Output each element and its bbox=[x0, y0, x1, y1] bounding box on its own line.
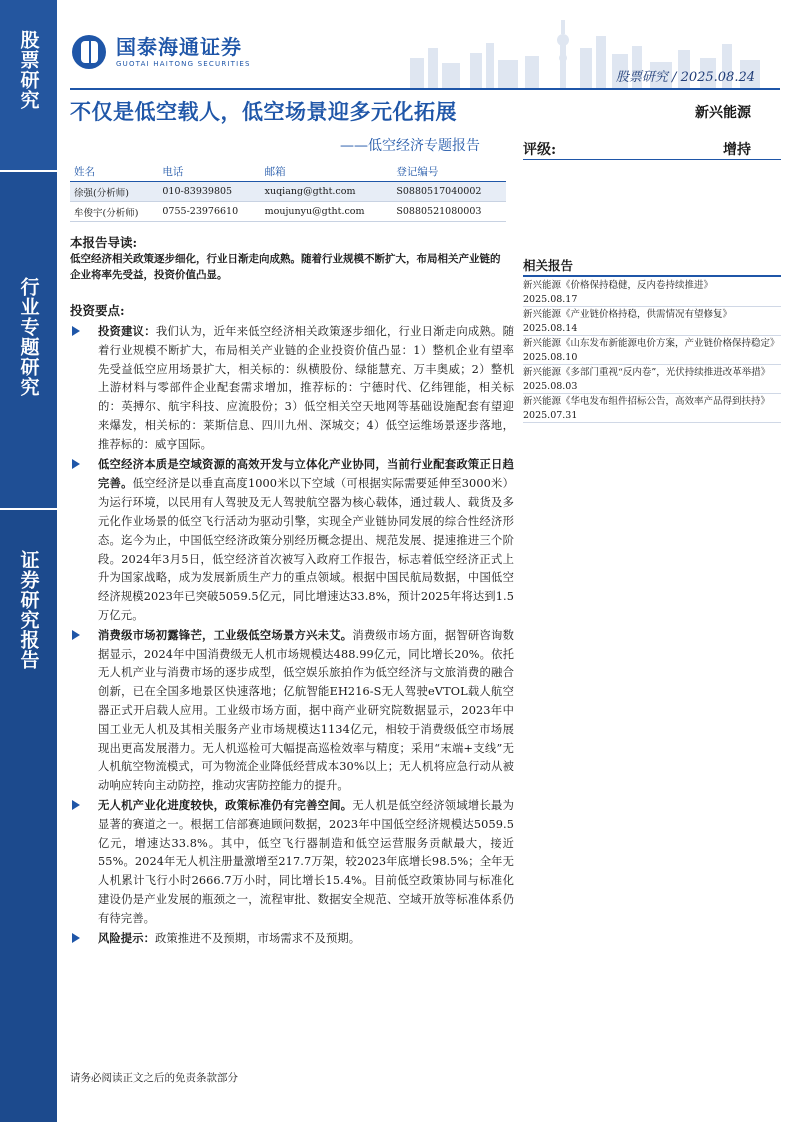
analyst-table bbox=[70, 161, 506, 222]
rating-label: 评级: bbox=[523, 142, 557, 158]
list-item bbox=[70, 322, 514, 455]
related-report-date: 2025.08.10 bbox=[523, 351, 578, 363]
related-report-title: 新兴能源《产业链价格持稳，供需情况有望修复》 bbox=[523, 309, 733, 320]
analyst-name: 徐强(分析师) bbox=[70, 182, 158, 202]
related-report-title: 新兴能源《多部门重视“反内卷”，光伏持续推进改革举措》 bbox=[523, 367, 771, 378]
point-lead: 投资建议： bbox=[98, 324, 156, 338]
related-report-title: 新兴能源《华电发布组件招标公告，高效率产品得到扶持》 bbox=[523, 396, 771, 407]
sidebar-label-stock-research: 股票研究 bbox=[0, 0, 57, 170]
brand-name-en: GUOTAI HAITONG SECURITIES bbox=[116, 60, 251, 68]
brand-name-cn: 国泰海通证券 bbox=[116, 35, 242, 59]
related-report-title: 新兴能源《价格保持稳健，反内卷持续推进》 bbox=[523, 280, 714, 291]
bullet-triangle-icon bbox=[72, 800, 80, 810]
point-lead: 风险提示： bbox=[98, 930, 155, 945]
analyst-phone: 010-83939805 bbox=[158, 182, 260, 202]
analyst-header-reg: 登记编号 bbox=[392, 161, 506, 182]
points-list bbox=[70, 322, 514, 948]
header-divider bbox=[70, 88, 780, 90]
sidebar-label-industry-research: 行业专题研究 bbox=[0, 172, 57, 508]
report-subtitle: ——低空经济专题报告 bbox=[340, 138, 480, 154]
guide-text: 低空经济相关政策逐步细化，行业日渐走向成熟。随着行业规模不断扩大，布局相关产业链的企业将率先受益，投资价值凸显。 bbox=[70, 253, 501, 281]
related-report-link[interactable] bbox=[523, 394, 781, 423]
related-heading: 相关报告 bbox=[523, 258, 574, 273]
guide-heading: 本报告导读: bbox=[70, 235, 138, 250]
header-category: 股票研究 bbox=[615, 70, 668, 85]
rating-value: 增持 bbox=[723, 142, 751, 158]
analyst-header-phone: 电话 bbox=[158, 161, 260, 182]
list-item bbox=[70, 796, 514, 929]
report-title: 不仅是低空载人，低空场景迎多元化拓展 bbox=[70, 99, 457, 124]
header-date: 2025.08.24 bbox=[680, 70, 755, 85]
analyst-phone: 0755-23976610 bbox=[158, 202, 260, 222]
bullet-triangle-icon bbox=[72, 630, 80, 640]
analyst-reg: S0880517040002 bbox=[392, 182, 506, 202]
analyst-header-email: 邮箱 bbox=[261, 161, 393, 182]
point-lead: 低空经济本质是空域资源的高效开发与立体化产业协同，当前行业配套政策正日趋完善。 bbox=[98, 456, 514, 491]
header-meta bbox=[616, 66, 755, 85]
analyst-header-name: 姓名 bbox=[70, 161, 158, 182]
table-row bbox=[70, 202, 506, 222]
related-report-link[interactable] bbox=[523, 278, 781, 307]
analyst-email: moujunyu@gtht.com bbox=[261, 202, 393, 222]
header-separator: / bbox=[672, 70, 677, 85]
brand-logo bbox=[72, 35, 251, 69]
table-row bbox=[70, 182, 506, 202]
related-report-date: 2025.08.17 bbox=[523, 293, 578, 305]
sidebar-label-securities-report: 证券研究报告 bbox=[0, 510, 57, 1122]
bullet-triangle-icon bbox=[72, 459, 80, 469]
related-report-link[interactable] bbox=[523, 336, 781, 365]
point-text: 消费级市场方面，据智研咨询数据显示，2024年中国消费级无人机市场规模达488.99亿元，同比增长20%。依托无人机产业与消费市场的逐步成型，低空娱乐旅拍作为低空经济与文旅消费的融合创新，已在全国多地景区快速落地；亿航智能EH216-S无人驾驶eVTOL载人航空器正式开启载人应用。工业级市场方面，据中商产业研究院数据显示，2023年中国工业无人机及其相关服务产业市场规模达1134亿元，相较于消费级低空市场展现出更高发展潜力。无人机巡检可大幅提高巡检效率与精度；采用“末端+支线”无人机航空物流模式，可为物流企业降低经营成本30%以上；无人机将应急行动从被动响应转向主动防控，推动灾害防控能力的提升。 bbox=[98, 628, 515, 793]
analyst-reg: S0880521080003 bbox=[392, 202, 506, 222]
point-lead: 无人机产业化进度较快，政策标准仍有完善空间。 bbox=[98, 797, 353, 812]
related-list bbox=[523, 278, 781, 423]
list-item bbox=[70, 455, 514, 626]
brand-logo-icon bbox=[72, 35, 106, 69]
rating-divider bbox=[523, 159, 781, 160]
point-lead: 消费级市场初露锋芒，工业级低空场景方兴未艾。 bbox=[98, 627, 353, 642]
point-text: 无人机是低空经济领域增长最为显著的赛道之一。根据工信部赛迪顾问数据，2023年中国低空经济规模达5059.5亿元，增速达33.8%。其中，低空飞行器制造和低空运营服务贡献最大，接近55%。2024年无人机注册量激增至217.7万架，较2023年底增长98.5%；全年无人机累计飞行小时2666.7万小时，同比增长15.4%。目前低空政策协同与标准化建设仍是产业发展的瓶颈之一，流程审批、数据安全规范、空域开放等标准体系仍有待完善。 bbox=[98, 798, 515, 925]
disclaimer-note: 请务必阅读正文之后的免责条款部分 bbox=[70, 1072, 238, 1084]
point-text: 我们认为，近年来低空经济相关政策逐步细化，行业日渐走向成熟。随着行业规模不断扩大，布局相关产业链的企业投资价值凸显：1）整机企业有望率先受益低空应用场景扩大，相关标的：纵横股份、绿能慧充、万丰奥威；2）整机上游材料与零部件企业配套需求增加，推荐标的：宁德时代、亿纬锂能，相关标的：英搏尔、航宇科技、应流股份；3）低空相关空天地网等基础设施配套有望迎来爆发，相关标的：莱斯信息、四川九州、深城交；4）低空运维场景逐步落地，推荐标的：威亨国际。 bbox=[98, 325, 514, 451]
related-divider bbox=[523, 275, 781, 277]
left-sidebar bbox=[0, 0, 57, 1122]
points-heading: 投资要点: bbox=[70, 303, 125, 318]
list-item bbox=[70, 929, 514, 949]
analyst-email: xuqiang@gtht.com bbox=[261, 182, 393, 202]
list-item bbox=[70, 626, 514, 796]
related-report-link[interactable] bbox=[523, 307, 781, 336]
bullet-triangle-icon bbox=[72, 933, 80, 943]
industry-label: 新兴能源 bbox=[695, 105, 751, 121]
point-text: 低空经济是以垂直高度1000米以下空域（可根据实际需要延伸至3000米）为运行环境，以民用有人驾驶及无人驾驶航空器为核心载体，通过载人、载货及多元化作业场景的低空飞行活动为驱动引擎，实现全产业链协同发展的综合性经济形态。迄今为止，中国低空经济政策分别经历概念提出、规范发展、提速推进三个阶段。2024年3月5日，低空经济首次被写入政府工作报告，标志着低空经济正式上升为国家战略，成为发展新质生产力的重点领域。根据中国民航局数据，中国低空经济规模2023年已突破5059.5亿元，同比增速达33.8%，预计2025年将达到1.5万亿元。 bbox=[98, 477, 514, 622]
related-report-date: 2025.08.14 bbox=[523, 322, 578, 334]
bullet-triangle-icon bbox=[72, 326, 80, 336]
related-report-date: 2025.07.31 bbox=[523, 409, 578, 421]
point-text: 政策推进不及预期，市场需求不及预期。 bbox=[155, 931, 361, 945]
related-report-date: 2025.08.03 bbox=[523, 380, 578, 392]
related-report-title: 新兴能源《山东发布新能源电价方案，产业链价格保持稳定》 bbox=[523, 338, 780, 349]
analyst-name: 牟俊宇(分析师) bbox=[70, 202, 158, 222]
related-report-link[interactable] bbox=[523, 365, 781, 394]
